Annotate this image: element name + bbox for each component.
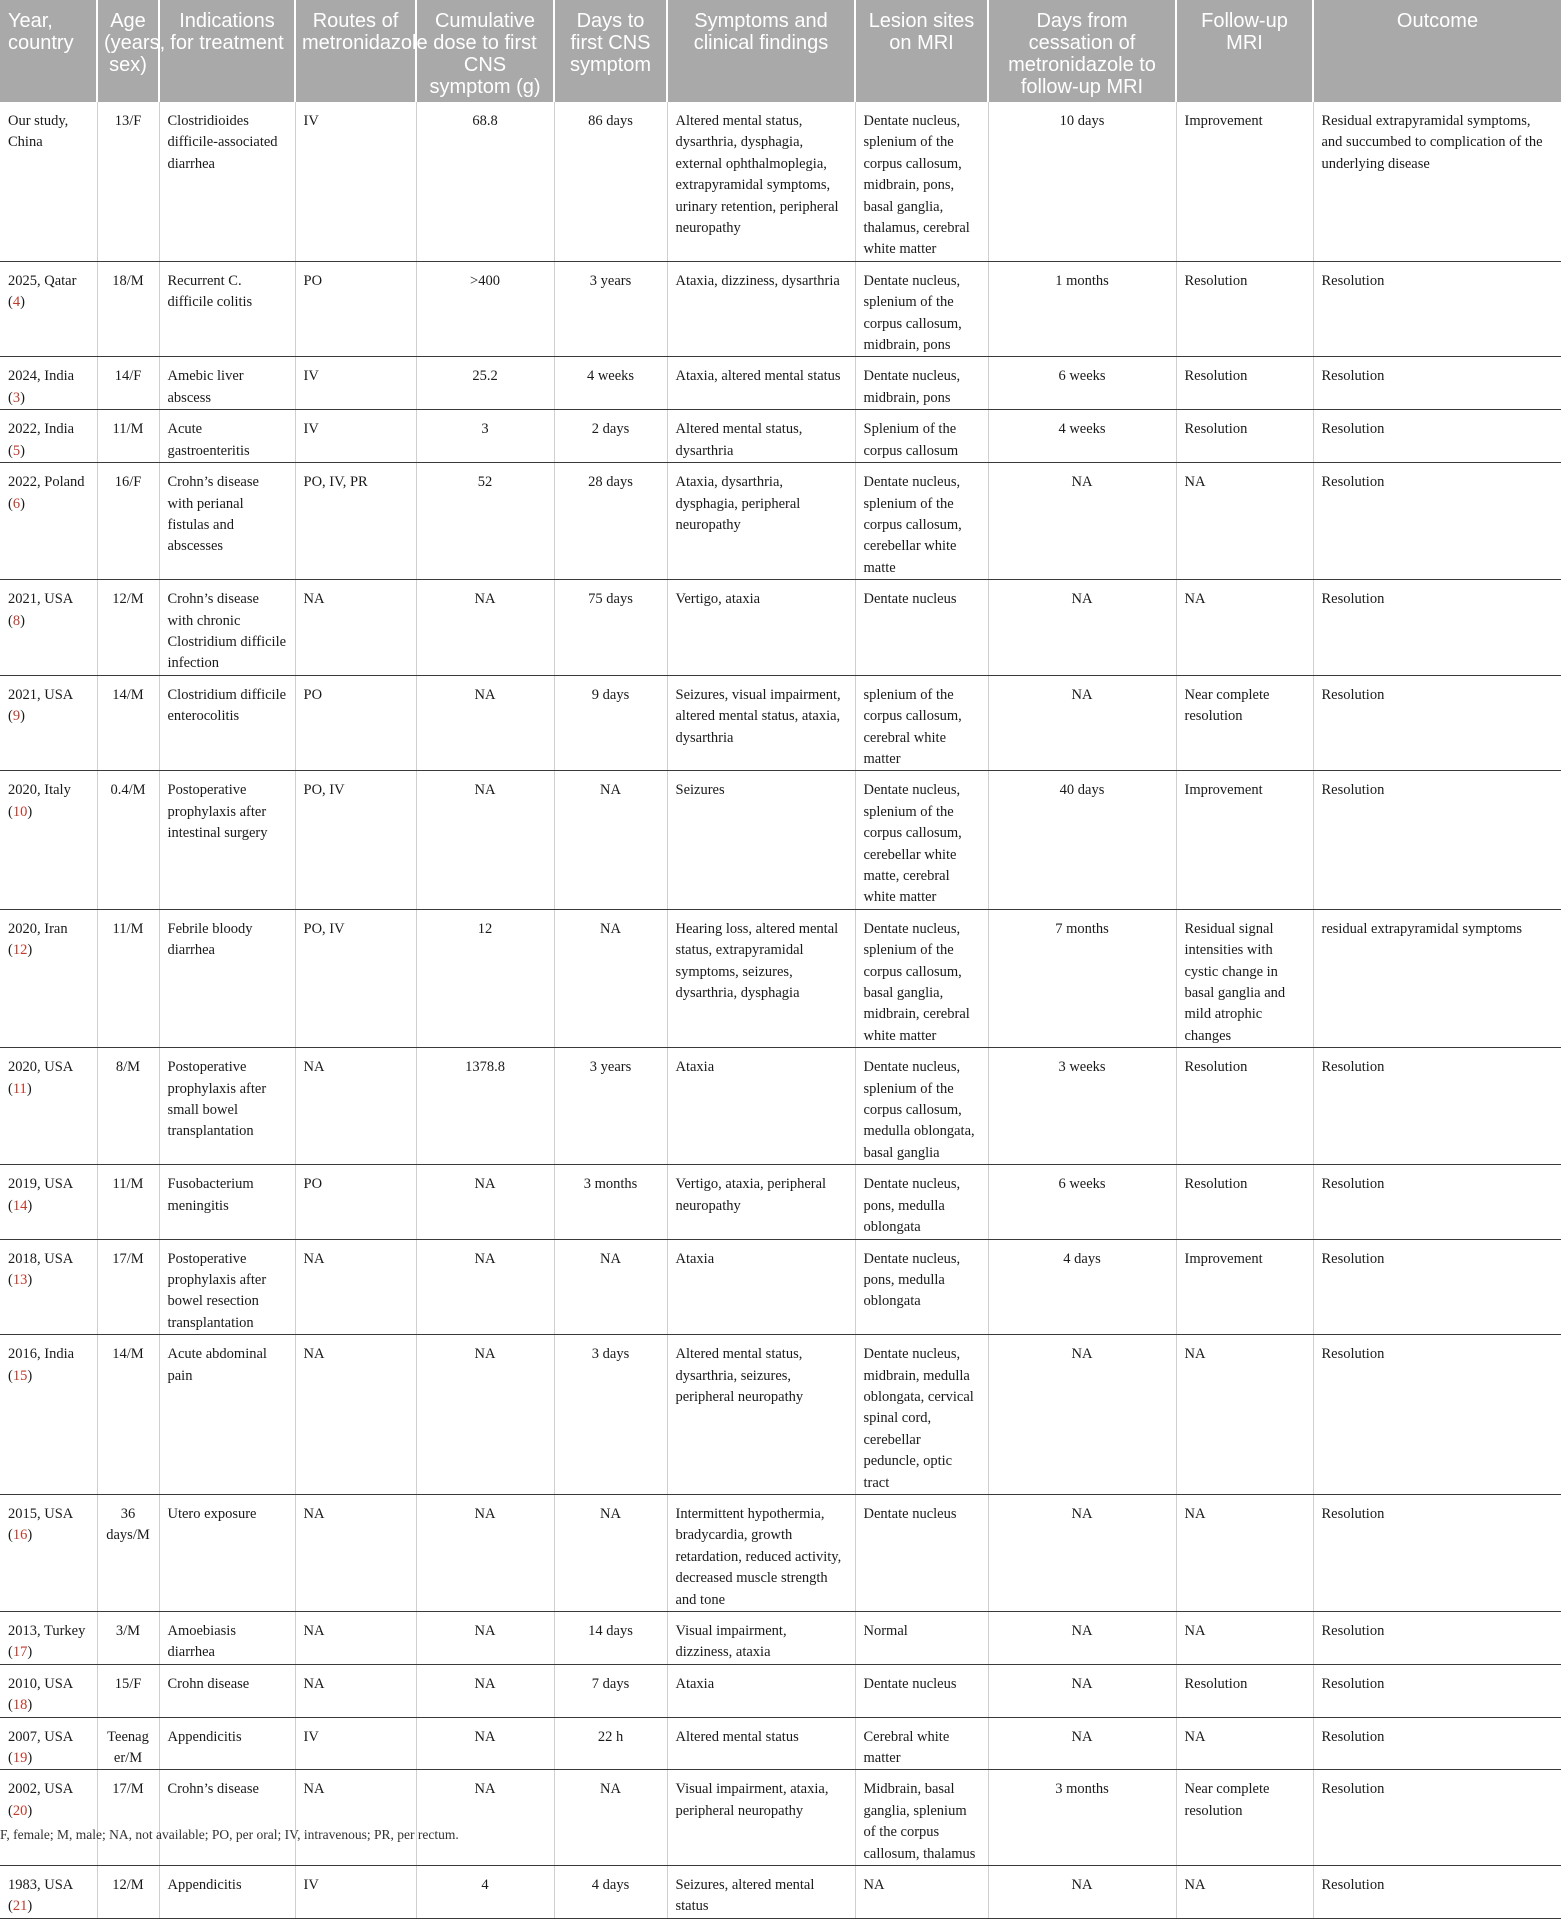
cell-days: NA bbox=[554, 1239, 667, 1335]
table-row bbox=[0, 1612, 1561, 1665]
table-footnote: F, female; M, male; NA, not available; PO, per oral; IV, intravenous; PR, per rectum. bbox=[0, 1827, 459, 1842]
table-row bbox=[0, 357, 1561, 410]
cell-followup-days: 40 days bbox=[988, 771, 1176, 909]
cell-study: 1983, USA (21) bbox=[0, 1866, 97, 1919]
cell-lesions: Dentate nucleus, splenium of the corpus callosum, basal ganglia, midbrain, cerebral white matter bbox=[855, 909, 988, 1047]
cell-lesions: Dentate nucleus, splenium of the corpus callosum, medulla oblongata, basal ganglia bbox=[855, 1048, 988, 1165]
cell-lesions: Normal bbox=[855, 1612, 988, 1665]
column-header: Indications for treatment bbox=[159, 0, 295, 102]
cell-followup-mri: Improvement bbox=[1176, 771, 1313, 909]
cell-symptoms: Ataxia, altered mental status bbox=[667, 357, 855, 410]
cell-lesions: Dentate nucleus, splenium of the corpus callosum, midbrain, pons bbox=[855, 261, 988, 357]
cell-followup-mri: NA bbox=[1176, 1717, 1313, 1770]
cell-followup-days: 6 weeks bbox=[988, 1165, 1176, 1239]
cell-symptoms: Vertigo, ataxia bbox=[667, 580, 855, 676]
study-label: 2022, India bbox=[8, 421, 75, 438]
cell-indication: Recurrent C. difficile colitis bbox=[159, 261, 295, 357]
cell-followup-mri: NA bbox=[1176, 580, 1313, 676]
cell-outcome: Resolution bbox=[1313, 463, 1561, 580]
cell-lesions: Dentate nucleus bbox=[855, 580, 988, 676]
table-row bbox=[0, 261, 1561, 357]
cell-symptoms: Ataxia, dysarthria, dysphagia, peripheral neuropathy bbox=[667, 463, 855, 580]
column-header: Follow-up MRI bbox=[1176, 0, 1313, 102]
cell-indication: Crohn disease bbox=[159, 1664, 295, 1717]
cell-outcome: Resolution bbox=[1313, 1048, 1561, 1165]
reference-number: 21 bbox=[12, 1898, 28, 1915]
cell-days: 4 weeks bbox=[554, 357, 667, 410]
reference-number: 3 bbox=[12, 389, 21, 406]
cell-symptoms: Seizures, visual impairment, altered mental status, ataxia, dysarthria bbox=[667, 675, 855, 771]
cell-followup-days: 4 days bbox=[988, 1239, 1176, 1335]
cell-followup-days: NA bbox=[988, 463, 1176, 580]
cell-outcome: Resolution bbox=[1313, 261, 1561, 357]
cell-days: NA bbox=[554, 1770, 667, 1866]
cell-symptoms: Altered mental status, dysarthria, seizures, peripheral neuropathy bbox=[667, 1335, 855, 1495]
table-row bbox=[0, 1717, 1561, 1770]
table-row bbox=[0, 102, 1561, 261]
cell-followup-mri: Resolution bbox=[1176, 357, 1313, 410]
cell-age: 3/M bbox=[97, 1612, 159, 1665]
cell-indication: Appendicitis bbox=[159, 1866, 295, 1919]
cell-days: NA bbox=[554, 771, 667, 909]
cell-indication: Crohn’s disease bbox=[159, 1770, 295, 1866]
study-label: 2013, Turkey bbox=[8, 1623, 86, 1639]
cell-outcome: Resolution bbox=[1313, 357, 1561, 410]
cell-followup-days: NA bbox=[988, 580, 1176, 676]
cell-dose: NA bbox=[416, 771, 554, 909]
cell-symptoms: Visual impairment, ataxia, peripheral neuropathy bbox=[667, 1770, 855, 1866]
cell-study: 2022, India (5) bbox=[0, 410, 97, 463]
cell-age: 16/F bbox=[97, 463, 159, 580]
cell-followup-mri: Improvement bbox=[1176, 102, 1313, 261]
study-label: 2007, USA bbox=[8, 1728, 73, 1745]
cell-lesions: Midbrain, basal ganglia, splenium of the corpus callosum, thalamus bbox=[855, 1770, 988, 1866]
column-header: Lesion sites on MRI bbox=[855, 0, 988, 102]
cell-route: NA bbox=[295, 1048, 416, 1165]
cell-dose: NA bbox=[416, 1239, 554, 1335]
cell-outcome: Residual extrapyramidal symptoms, and succumbed to complication of the underlying disease bbox=[1313, 102, 1561, 261]
cell-indication: Crohn’s disease with perianal fistulas and abscesses bbox=[159, 463, 295, 580]
cell-route: NA bbox=[295, 1612, 416, 1665]
reference-number: 9 bbox=[12, 708, 21, 725]
cell-route: NA bbox=[295, 1770, 416, 1866]
header-row bbox=[0, 0, 1561, 102]
study-label: 2022, Poland bbox=[8, 474, 85, 491]
cell-dose: NA bbox=[416, 580, 554, 676]
cell-followup-mri: NA bbox=[1176, 463, 1313, 580]
cell-study: 2007, USA (19) bbox=[0, 1717, 97, 1770]
cell-lesions: Dentate nucleus bbox=[855, 1494, 988, 1611]
study-label: 2021, USA bbox=[8, 591, 73, 608]
cell-indication: Acute abdominal pain bbox=[159, 1335, 295, 1495]
cell-followup-mri: NA bbox=[1176, 1866, 1313, 1919]
cell-age: 12/M bbox=[97, 1866, 159, 1919]
cell-symptoms: Altered mental status, dysarthria bbox=[667, 410, 855, 463]
cell-days: 75 days bbox=[554, 580, 667, 676]
reference-number: 19 bbox=[12, 1750, 28, 1767]
cell-dose: 3 bbox=[416, 410, 554, 463]
cell-route: IV bbox=[295, 102, 416, 261]
cell-days: 28 days bbox=[554, 463, 667, 580]
cell-route: NA bbox=[295, 580, 416, 676]
cell-study: 2002, USA (20) bbox=[0, 1770, 97, 1866]
table-row bbox=[0, 1866, 1561, 1919]
cell-outcome: Resolution bbox=[1313, 1612, 1561, 1665]
cell-lesions: Cerebral white matter bbox=[855, 1717, 988, 1770]
table-row bbox=[0, 1335, 1561, 1495]
reference-number: 8 bbox=[12, 612, 21, 629]
cell-outcome: Resolution bbox=[1313, 1866, 1561, 1919]
reference-number: 17 bbox=[12, 1644, 28, 1661]
table-row bbox=[0, 675, 1561, 771]
column-header: Year, country bbox=[0, 0, 97, 102]
cell-followup-days: 7 months bbox=[988, 909, 1176, 1047]
reference-number: 11 bbox=[12, 1080, 27, 1097]
table-row bbox=[0, 1239, 1561, 1335]
table-body bbox=[0, 102, 1561, 1918]
cell-days: NA bbox=[554, 1494, 667, 1611]
column-header: Routes of metronidazole bbox=[295, 0, 416, 102]
cell-followup-days: NA bbox=[988, 1866, 1176, 1919]
cell-days: 4 days bbox=[554, 1866, 667, 1919]
cell-lesions: splenium of the corpus callosum, cerebral white matter bbox=[855, 675, 988, 771]
cell-followup-days: 1 months bbox=[988, 261, 1176, 357]
cell-symptoms: Hearing loss, altered mental status, extrapyramidal symptoms, seizures, dysarthria, dysphagia bbox=[667, 909, 855, 1047]
study-label: 2002, USA bbox=[8, 1781, 73, 1798]
column-header: Days to first CNS symptom bbox=[554, 0, 667, 102]
cell-indication: Clostridioides difficile-associated diarrhea bbox=[159, 102, 295, 261]
cell-indication: Postoperative prophylaxis after small bowel transplantation bbox=[159, 1048, 295, 1165]
cell-lesions: Dentate nucleus, pons, medulla oblongata bbox=[855, 1165, 988, 1239]
table-row bbox=[0, 1770, 1561, 1866]
cell-followup-mri: Near complete resolution bbox=[1176, 1770, 1313, 1866]
cell-followup-days: 10 days bbox=[988, 102, 1176, 261]
cell-lesions: Dentate nucleus, midbrain, pons bbox=[855, 357, 988, 410]
cell-indication: Utero exposure bbox=[159, 1494, 295, 1611]
cell-days: 14 days bbox=[554, 1612, 667, 1665]
cell-age: 17/M bbox=[97, 1770, 159, 1866]
study-label: 2015, USA bbox=[8, 1505, 73, 1522]
cell-indication: Amoebiasis diarrhea bbox=[159, 1612, 295, 1665]
cell-outcome: Resolution bbox=[1313, 1335, 1561, 1495]
cell-symptoms: Ataxia bbox=[667, 1664, 855, 1717]
reference-number: 10 bbox=[12, 803, 28, 820]
study-label: 2016, India bbox=[8, 1346, 75, 1363]
cell-days: 22 h bbox=[554, 1717, 667, 1770]
cell-followup-mri: Resolution bbox=[1176, 1048, 1313, 1165]
cell-study: 2010, USA (18) bbox=[0, 1664, 97, 1717]
column-header: Age (years, sex) bbox=[97, 0, 159, 102]
cell-study bbox=[0, 102, 97, 261]
cell-followup-days: NA bbox=[988, 675, 1176, 771]
column-header: Days from cessation of metronidazole to follow-up MRI bbox=[988, 0, 1176, 102]
cell-lesions: Dentate nucleus, splenium of the corpus callosum, cerebellar white matte bbox=[855, 463, 988, 580]
table-row bbox=[0, 909, 1561, 1047]
cell-age: 11/M bbox=[97, 1165, 159, 1239]
cell-followup-days: 3 months bbox=[988, 1770, 1176, 1866]
cell-outcome: Resolution bbox=[1313, 1165, 1561, 1239]
cell-lesions: Dentate nucleus, splenium of the corpus callosum, midbrain, pons, basal ganglia, thalamus, cerebral white matter bbox=[855, 102, 988, 261]
cell-route: IV bbox=[295, 1866, 416, 1919]
cell-indication: Clostridium difficile enterocolitis bbox=[159, 675, 295, 771]
table-row bbox=[0, 580, 1561, 676]
cell-days: 3 months bbox=[554, 1165, 667, 1239]
cell-study: 2018, USA (13) bbox=[0, 1239, 97, 1335]
cell-symptoms: Ataxia, dizziness, dysarthria bbox=[667, 261, 855, 357]
cell-indication: Febrile bloody diarrhea bbox=[159, 909, 295, 1047]
cell-symptoms: Ataxia bbox=[667, 1048, 855, 1165]
cell-outcome: Resolution bbox=[1313, 580, 1561, 676]
cell-lesions: Dentate nucleus, pons, medulla oblongata bbox=[855, 1239, 988, 1335]
cell-outcome: Resolution bbox=[1313, 1239, 1561, 1335]
cell-study: 2022, Poland (6) bbox=[0, 463, 97, 580]
cell-study: 2025, Qatar (4) bbox=[0, 261, 97, 357]
reference-number: 6 bbox=[12, 495, 21, 512]
cell-dose: NA bbox=[416, 1717, 554, 1770]
study-label: 2010, USA bbox=[8, 1675, 73, 1692]
study-label: 2024, India bbox=[8, 368, 75, 385]
cell-route: NA bbox=[295, 1664, 416, 1717]
column-header: Outcome bbox=[1313, 0, 1561, 102]
cell-dose: NA bbox=[416, 1612, 554, 1665]
table-row bbox=[0, 410, 1561, 463]
cell-age: 14/M bbox=[97, 1335, 159, 1495]
cell-outcome: residual extrapyramidal symptoms bbox=[1313, 909, 1561, 1047]
cell-followup-days: 6 weeks bbox=[988, 357, 1176, 410]
cell-outcome: Resolution bbox=[1313, 1664, 1561, 1717]
cell-dose: NA bbox=[416, 1770, 554, 1866]
cell-study: 2013, Turkey (17) bbox=[0, 1612, 97, 1665]
cell-age: 8/M bbox=[97, 1048, 159, 1165]
cell-dose: 4 bbox=[416, 1866, 554, 1919]
cell-followup-mri: Improvement bbox=[1176, 1239, 1313, 1335]
cell-followup-mri: NA bbox=[1176, 1494, 1313, 1611]
cell-days: 86 days bbox=[554, 102, 667, 261]
reference-number: 12 bbox=[12, 942, 28, 959]
column-header: Cumulative dose to first CNS symptom (g) bbox=[416, 0, 554, 102]
cell-dose: NA bbox=[416, 1664, 554, 1717]
cell-lesions: Dentate nucleus, midbrain, medulla oblongata, cervical spinal cord, cerebellar peduncle, optic tract bbox=[855, 1335, 988, 1495]
cell-lesions: NA bbox=[855, 1866, 988, 1919]
study-label: 2020, USA bbox=[8, 1059, 73, 1076]
cell-followup-mri: NA bbox=[1176, 1612, 1313, 1665]
cell-indication: Appendicitis bbox=[159, 1717, 295, 1770]
cell-followup-mri: Residual signal intensities with cystic change in basal ganglia and mild atrophic changes bbox=[1176, 909, 1313, 1047]
cell-route: IV bbox=[295, 1717, 416, 1770]
cell-followup-mri: Near complete resolution bbox=[1176, 675, 1313, 771]
cell-days: NA bbox=[554, 909, 667, 1047]
study-label: 2020, Italy bbox=[8, 782, 71, 799]
cell-lesions: Dentate nucleus, splenium of the corpus callosum, cerebellar white matte, cerebral white matter bbox=[855, 771, 988, 909]
cell-route: IV bbox=[295, 410, 416, 463]
cell-study: 2019, USA (14) bbox=[0, 1165, 97, 1239]
cell-followup-mri: Resolution bbox=[1176, 1165, 1313, 1239]
cell-symptoms: Vertigo, ataxia, peripheral neuropathy bbox=[667, 1165, 855, 1239]
cell-age: 11/M bbox=[97, 410, 159, 463]
cell-dose: NA bbox=[416, 1335, 554, 1495]
cell-route: PO bbox=[295, 261, 416, 357]
study-label: Our study, China bbox=[8, 113, 69, 151]
cell-age: 18/M bbox=[97, 261, 159, 357]
cell-dose: 12 bbox=[416, 909, 554, 1047]
cell-outcome: Resolution bbox=[1313, 771, 1561, 909]
cell-followup-mri: Resolution bbox=[1176, 410, 1313, 463]
table-row bbox=[0, 1664, 1561, 1717]
study-label: 2025, Qatar bbox=[8, 272, 77, 289]
cell-indication: Postoperative prophylaxis after intestinal surgery bbox=[159, 771, 295, 909]
cell-followup-days: 4 weeks bbox=[988, 410, 1176, 463]
cell-dose: NA bbox=[416, 675, 554, 771]
cell-days: 9 days bbox=[554, 675, 667, 771]
cell-dose: 52 bbox=[416, 463, 554, 580]
cell-followup-days: NA bbox=[988, 1612, 1176, 1665]
table-row bbox=[0, 1048, 1561, 1165]
cell-dose: 25.2 bbox=[416, 357, 554, 410]
cell-symptoms: Ataxia bbox=[667, 1239, 855, 1335]
cell-symptoms: Seizures, altered mental status bbox=[667, 1866, 855, 1919]
cell-study: 2020, Italy (10) bbox=[0, 771, 97, 909]
cell-symptoms: Altered mental status bbox=[667, 1717, 855, 1770]
cell-route: NA bbox=[295, 1335, 416, 1495]
cell-followup-mri: NA bbox=[1176, 1335, 1313, 1495]
table-row bbox=[0, 771, 1561, 909]
cell-lesions: Dentate nucleus bbox=[855, 1664, 988, 1717]
cell-indication: Fusobacterium meningitis bbox=[159, 1165, 295, 1239]
reference-number: 16 bbox=[12, 1527, 28, 1544]
cell-days: 3 years bbox=[554, 1048, 667, 1165]
cell-followup-days: NA bbox=[988, 1494, 1176, 1611]
study-label: 2019, USA bbox=[8, 1176, 73, 1193]
cell-followup-mri: Resolution bbox=[1176, 261, 1313, 357]
cell-route: PO, IV bbox=[295, 771, 416, 909]
reference-number: 14 bbox=[12, 1197, 28, 1214]
study-label: 1983, USA bbox=[8, 1877, 73, 1894]
cell-route: PO, IV bbox=[295, 909, 416, 1047]
cell-symptoms: Intermittent hypothermia, bradycardia, growth retardation, reduced activity, decreased muscle strength and tone bbox=[667, 1494, 855, 1611]
cell-age: 36 days/M bbox=[97, 1494, 159, 1611]
cell-age: 14/F bbox=[97, 357, 159, 410]
cell-lesions: Splenium of the corpus callosum bbox=[855, 410, 988, 463]
cell-study: 2021, USA (9) bbox=[0, 675, 97, 771]
cell-dose: NA bbox=[416, 1494, 554, 1611]
cell-days: 3 days bbox=[554, 1335, 667, 1495]
cell-indication: Amebic liver abscess bbox=[159, 357, 295, 410]
cell-days: 7 days bbox=[554, 1664, 667, 1717]
cell-dose: 1378.8 bbox=[416, 1048, 554, 1165]
cell-route: NA bbox=[295, 1239, 416, 1335]
cell-dose: NA bbox=[416, 1165, 554, 1239]
cell-days: 3 years bbox=[554, 261, 667, 357]
cell-route: IV bbox=[295, 357, 416, 410]
reference-number: 18 bbox=[12, 1697, 28, 1714]
cell-indication: Acute gastroenteritis bbox=[159, 410, 295, 463]
reference-number: 13 bbox=[12, 1271, 28, 1288]
cell-followup-mri: Resolution bbox=[1176, 1664, 1313, 1717]
cell-indication: Crohn’s disease with chronic Clostridium difficile infection bbox=[159, 580, 295, 676]
cell-study: 2020, Iran (12) bbox=[0, 909, 97, 1047]
cell-study: 2021, USA (8) bbox=[0, 580, 97, 676]
cell-route: PO bbox=[295, 1165, 416, 1239]
cell-outcome: Resolution bbox=[1313, 1770, 1561, 1866]
cell-route: NA bbox=[295, 1494, 416, 1611]
cell-dose: >400 bbox=[416, 261, 554, 357]
cell-indication: Postoperative prophylaxis after bowel resection transplantation bbox=[159, 1239, 295, 1335]
cell-outcome: Resolution bbox=[1313, 410, 1561, 463]
cell-age: 15/F bbox=[97, 1664, 159, 1717]
table-row bbox=[0, 463, 1561, 580]
column-header: Symptoms and clinical findings bbox=[667, 0, 855, 102]
reference-number: 4 bbox=[12, 294, 21, 311]
cell-symptoms: Seizures bbox=[667, 771, 855, 909]
table-row bbox=[0, 1494, 1561, 1611]
study-label: 2021, USA bbox=[8, 686, 73, 703]
cell-age: 13/F bbox=[97, 102, 159, 261]
cell-outcome: Resolution bbox=[1313, 1717, 1561, 1770]
reference-number: 20 bbox=[12, 1802, 28, 1819]
cell-age: 11/M bbox=[97, 909, 159, 1047]
cell-followup-days: NA bbox=[988, 1664, 1176, 1717]
cell-age: 12/M bbox=[97, 580, 159, 676]
study-label: 2018, USA bbox=[8, 1250, 73, 1267]
study-label: 2020, Iran bbox=[8, 920, 68, 937]
cell-outcome: Resolution bbox=[1313, 675, 1561, 771]
cell-symptoms: Visual impairment, dizziness, ataxia bbox=[667, 1612, 855, 1665]
cell-route: PO, IV, PR bbox=[295, 463, 416, 580]
cell-age: 17/M bbox=[97, 1239, 159, 1335]
cell-study: 2015, USA (16) bbox=[0, 1494, 97, 1611]
reference-number: 15 bbox=[12, 1367, 28, 1384]
cell-days: 2 days bbox=[554, 410, 667, 463]
cell-followup-days: 3 weeks bbox=[988, 1048, 1176, 1165]
table-row bbox=[0, 1165, 1561, 1239]
cell-route: PO bbox=[295, 675, 416, 771]
cell-age: 0.4/M bbox=[97, 771, 159, 909]
cell-followup-days: NA bbox=[988, 1717, 1176, 1770]
cell-symptoms: Altered mental status, dysarthria, dysphagia, external ophthalmoplegia, extrapyramidal symptoms, urinary retention, peripheral neuropathy bbox=[667, 102, 855, 261]
cell-outcome: Resolution bbox=[1313, 1494, 1561, 1611]
cell-age: 14/M bbox=[97, 675, 159, 771]
cell-study: 2024, India (3) bbox=[0, 357, 97, 410]
reference-number: 5 bbox=[12, 442, 21, 459]
cell-dose: 68.8 bbox=[416, 102, 554, 261]
cell-study: 2016, India (15) bbox=[0, 1335, 97, 1495]
cell-followup-days: NA bbox=[988, 1335, 1176, 1495]
cell-study: 2020, USA (11) bbox=[0, 1048, 97, 1165]
cell-age: Teenager/M bbox=[97, 1717, 159, 1770]
